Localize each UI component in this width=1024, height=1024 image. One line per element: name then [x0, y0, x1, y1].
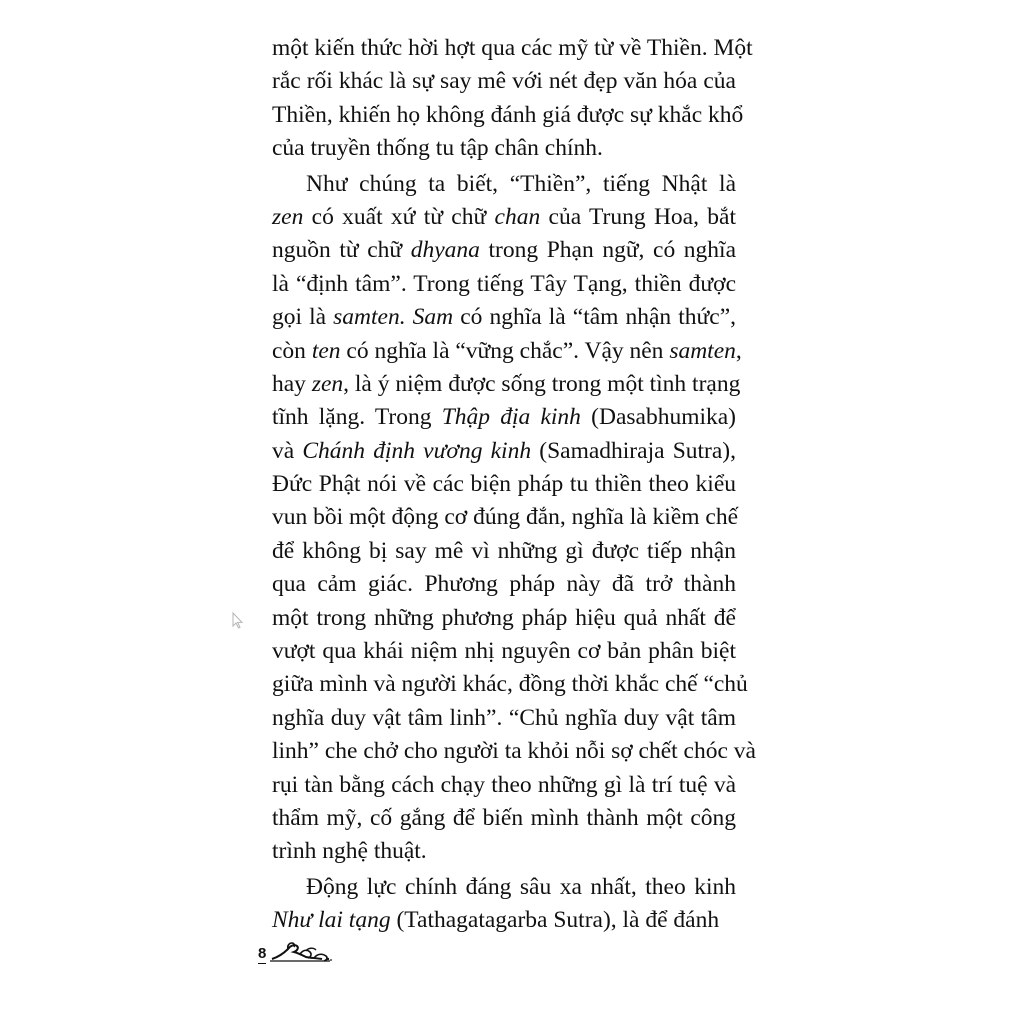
text-line — [272, 468, 736, 501]
text-line — [272, 268, 736, 301]
text-run: của truyền thống tu tập chân chính. — [272, 135, 603, 162]
text-line — [272, 602, 736, 635]
text-run: nguồn từ chữ — [272, 237, 411, 264]
text-line — [272, 234, 736, 267]
text-line — [272, 735, 756, 768]
text-run: qua cảm giác. Phương pháp này đã trở thành — [272, 571, 736, 598]
italic-text: ten — [311, 337, 341, 364]
text-line — [272, 335, 742, 368]
italic-text: zen — [272, 203, 304, 230]
text-line — [272, 401, 736, 434]
text-run: (Tathagatagarba Sutra), là để đánh — [390, 907, 720, 934]
text-run: giữa mình và người khác, đồng thời khắc chế “chủ — [272, 671, 748, 698]
text-run: thẩm mỹ, cố gắng để biến mình thành một công — [272, 804, 736, 831]
italic-text: samten — [669, 337, 736, 364]
text-run: một kiến thức hời hợt qua các mỹ từ về Thiền. Một — [272, 35, 753, 61]
text-run: trong Phạn ngữ, có nghĩa — [479, 237, 737, 264]
text-run: của Trung Hoa, bắt — [540, 203, 737, 230]
text-line — [272, 535, 736, 568]
text-run: Đức Phật nói về các biện pháp tu thiền theo kiểu — [272, 471, 736, 498]
italic-text: Thập địa kinh — [441, 404, 581, 431]
text-line — [272, 132, 736, 165]
text-run: để không bị say mê vì những gì được tiếp nhận — [272, 537, 736, 564]
italic-text: zen — [311, 370, 344, 397]
text-run: tĩnh lặng. Trong — [272, 404, 442, 431]
paragraph — [272, 32, 753, 166]
text-line — [272, 435, 736, 468]
text-line — [272, 668, 748, 701]
text-run: gọi là — [272, 304, 334, 331]
text-line — [272, 904, 736, 937]
text-run: (Samadhiraja Sutra), — [531, 437, 737, 464]
text-run: vun bồi một động cơ đúng đắn, nghĩa là kiềm chế — [272, 504, 739, 531]
text-line — [272, 301, 736, 334]
text-run: còn — [272, 337, 312, 364]
page-number: 8 — [258, 945, 267, 962]
text-run: và — [272, 437, 303, 464]
text-line — [272, 835, 736, 868]
text-run: trình nghệ thuật. — [272, 838, 427, 865]
text-run: là “định tâm”. Trong tiếng Tây Tạng, thiền được — [272, 270, 736, 297]
text-run: rắc rối khác là sự say mê với nét đẹp văn hóa của — [272, 68, 736, 95]
italic-text: samten. Sam — [333, 304, 454, 331]
text-run: linh” che chở cho người ta khỏi nỗi sợ chết chóc và — [272, 738, 756, 765]
italic-text: chan — [494, 203, 541, 230]
italic-text: dhyana — [410, 237, 480, 264]
text-line — [272, 65, 736, 98]
text-run: hay — [272, 370, 312, 397]
text-line — [272, 99, 744, 132]
text-line — [272, 635, 736, 668]
paragraph — [272, 871, 736, 938]
text-run: , — [735, 337, 742, 364]
text-run: có nghĩa là “tâm nhận thức”, — [453, 304, 737, 331]
text-line — [272, 32, 753, 65]
text-run: nghĩa duy vật tâm linh”. “Chủ nghĩa duy vật tâm — [272, 704, 736, 731]
text-line — [272, 201, 736, 234]
paragraph — [272, 168, 756, 869]
text-line — [272, 769, 736, 802]
text-line — [272, 802, 736, 835]
text-run: , là ý niệm được sống trong một tình trạng — [343, 370, 741, 397]
text-line — [272, 568, 736, 601]
lotus-figure-icon — [270, 940, 332, 964]
text-run: một trong những phương pháp hiệu quả nhất để — [272, 604, 736, 631]
text-run: vượt qua khái niệm nhị nguyên cơ bản phân biệt — [272, 638, 736, 665]
text-line — [272, 871, 736, 904]
italic-text: Như lai tạng — [272, 907, 391, 934]
text-line — [272, 501, 739, 534]
page-footer — [258, 940, 332, 964]
text-run: (Dasabhumika) — [580, 404, 737, 431]
mouse-cursor-icon — [232, 612, 244, 630]
text-run: Như chúng ta biết, “Thiền”, tiếng Nhật là — [306, 170, 736, 197]
text-line — [272, 168, 736, 201]
text-run: có xuất xứ từ chữ — [303, 203, 495, 230]
page-body-text — [272, 32, 756, 938]
text-line — [272, 368, 741, 401]
italic-text: Chánh định vương kinh — [302, 437, 532, 464]
text-run: Động lực chính đáng sâu xa nhất, theo kinh — [306, 873, 736, 900]
text-run: rụi tàn bằng cách chạy theo những gì là trí tuệ và — [272, 771, 736, 798]
text-run: Thiền, khiến họ không đánh giá được sự khắc khổ — [272, 101, 744, 128]
text-line — [272, 702, 736, 735]
text-run: có nghĩa là “vững chắc”. Vậy nên — [340, 337, 670, 364]
